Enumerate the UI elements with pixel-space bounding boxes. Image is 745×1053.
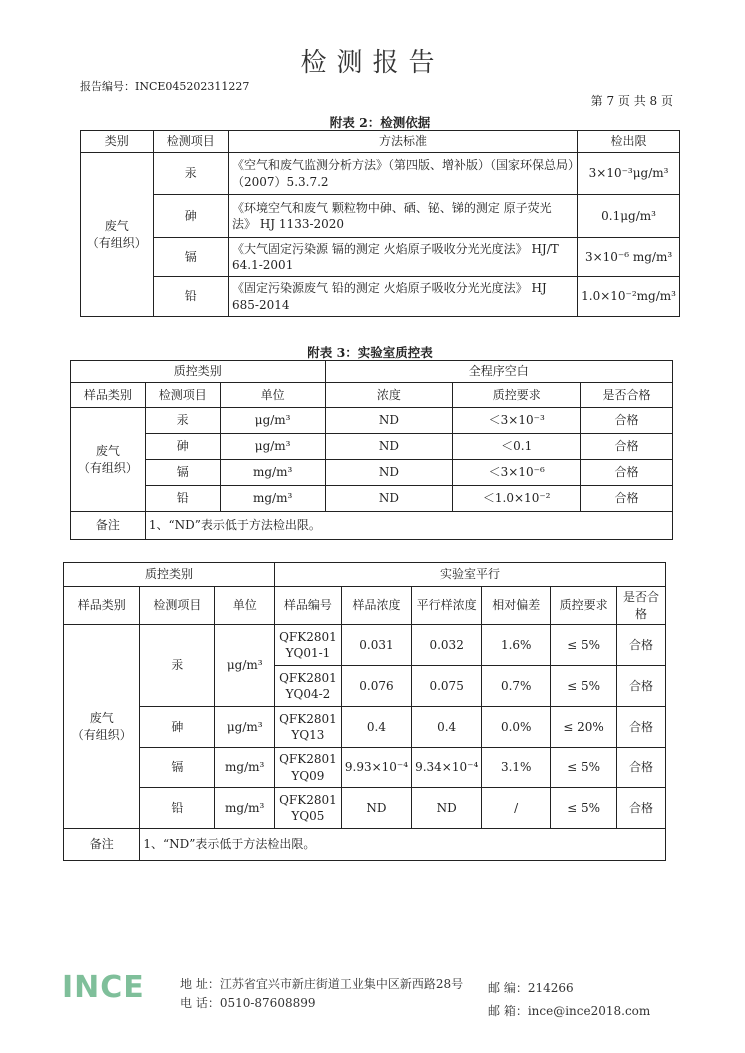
- t4-conc: 0.031: [341, 625, 411, 666]
- t4-header-unit: 单位: [215, 587, 275, 625]
- t2-header-category: 类别: [81, 131, 154, 153]
- t4-item: 铅: [140, 788, 215, 829]
- t4-header-deviation: 相对偏差: [482, 587, 551, 625]
- t4-item: 汞: [140, 625, 215, 707]
- t3-ok: 合格: [581, 408, 673, 434]
- t2-header-limit: 检出限: [578, 131, 680, 153]
- t4-conc: 9.93×10⁻⁴: [341, 748, 411, 788]
- t3-item: 砷: [145, 434, 220, 460]
- table4-parallel-qc: [63, 562, 666, 861]
- t4-header-ok: 是否合格: [617, 587, 666, 625]
- t4-unit: μg/m³: [215, 625, 275, 707]
- t3-req: ＜1.0×10⁻²: [453, 486, 581, 512]
- t3-header-ok: 是否合格: [581, 383, 673, 408]
- t3-req: ＜3×10⁻⁶: [453, 460, 581, 486]
- t3-header-unit: 单位: [220, 383, 325, 408]
- t4-conc: ND: [341, 788, 411, 829]
- page-title: 检测报告: [300, 48, 445, 78]
- t4-conc: 0.076: [341, 666, 411, 707]
- t4-header-conc: 样品浓度: [341, 587, 411, 625]
- t4-sample-no: QFK2801 YQ09: [274, 748, 341, 788]
- t2-item: 砷: [153, 195, 228, 238]
- t4-parallel-conc: 0.4: [412, 707, 482, 748]
- t2-header-item: 检测项目: [153, 131, 228, 153]
- t4-req: ≤ 20%: [551, 707, 617, 748]
- t4-group-qc: 质控类别: [64, 563, 275, 587]
- t2-method: 《空气和废气监测分析方法》（第四版、增补版）（国家环保总局）（2007）5.3.7.2: [229, 153, 578, 195]
- t4-parallel-conc: 0.075: [412, 666, 482, 707]
- t3-conc: ND: [325, 486, 453, 512]
- report-number: 报告编号：INCE045202311227: [80, 80, 250, 93]
- t4-ok: 合格: [617, 625, 666, 666]
- t3-unit: μg/m³: [220, 434, 325, 460]
- t4-item: 砷: [140, 707, 215, 748]
- t4-req: ≤ 5%: [551, 788, 617, 829]
- t2-method: 《固定污染源废气 铅的测定 火焰原子吸收分光光度法》 HJ 685-2014: [229, 277, 578, 317]
- t4-header-parallel-conc: 平行样浓度: [412, 587, 482, 625]
- t4-conc: 0.4: [341, 707, 411, 748]
- t3-category: 废气 （有组织）: [71, 408, 146, 512]
- t4-deviation: 0.7%: [482, 666, 551, 707]
- t4-unit: mg/m³: [215, 748, 275, 788]
- t4-deviation: 0.0%: [482, 707, 551, 748]
- t4-req: ≤ 5%: [551, 625, 617, 666]
- t2-limit: 3×10⁻⁶ mg/m³: [578, 238, 680, 277]
- t3-unit: mg/m³: [220, 460, 325, 486]
- t4-sample-no: QFK2801 YQ01-1: [274, 625, 341, 666]
- t4-header-sample-type: 样品类别: [64, 587, 140, 625]
- t4-sample-no: QFK2801 YQ05: [274, 788, 341, 829]
- t3-header-item: 检测项目: [145, 383, 220, 408]
- t3-item: 铅: [145, 486, 220, 512]
- t4-parallel-conc: ND: [412, 788, 482, 829]
- table3-blank-qc: [70, 360, 673, 540]
- t3-ok: 合格: [581, 434, 673, 460]
- t4-req: ≤ 5%: [551, 748, 617, 788]
- t3-note-label: 备注: [71, 512, 146, 540]
- t4-note-label: 备注: [64, 829, 140, 861]
- t2-limit: 0.1μg/m³: [578, 195, 680, 238]
- t3-conc: ND: [325, 434, 453, 460]
- t3-header-sample-type: 样品类别: [71, 383, 146, 408]
- t4-ok: 合格: [617, 707, 666, 748]
- t2-limit: 3×10⁻³μg/m³: [578, 153, 680, 195]
- t3-ok: 合格: [581, 486, 673, 512]
- t2-header-method: 方法标准: [229, 131, 578, 153]
- t4-deviation: /: [482, 788, 551, 829]
- table2-detection-basis: [80, 130, 680, 317]
- t4-item: 镉: [140, 748, 215, 788]
- t3-unit: μg/m³: [220, 408, 325, 434]
- t3-header-req: 质控要求: [453, 383, 581, 408]
- t4-ok: 合格: [617, 788, 666, 829]
- t2-item: 汞: [153, 153, 228, 195]
- t3-req: ＜3×10⁻³: [453, 408, 581, 434]
- t3-group-qc: 质控类别: [71, 361, 326, 383]
- footer-phone: 电 话：0510-87608899: [180, 996, 316, 1010]
- t3-item: 汞: [145, 408, 220, 434]
- t4-parallel-conc: 0.032: [412, 625, 482, 666]
- t3-ok: 合格: [581, 460, 673, 486]
- t2-method: 《环境空气和废气 颗粒物中砷、硒、铋、锑的测定 原子荧光法》 HJ 1133-2020: [229, 195, 578, 238]
- t4-req: ≤ 5%: [551, 666, 617, 707]
- company-logo: INCE: [62, 970, 145, 1005]
- t3-conc: ND: [325, 408, 453, 434]
- t3-group-blank: 全程序空白: [325, 361, 672, 383]
- t4-category: 废气 （有组织）: [64, 625, 140, 829]
- t4-sample-no: QFK2801 YQ13: [274, 707, 341, 748]
- t2-item: 铅: [153, 277, 228, 317]
- t3-unit: mg/m³: [220, 486, 325, 512]
- t3-note: 1、“ND”表示低于方法检出限。: [145, 512, 672, 540]
- t2-method: 《大气固定污染源 镉的测定 火焰原子吸收分光光度法》 HJ/T 64.1-2001: [229, 238, 578, 277]
- t4-unit: μg/m³: [215, 707, 275, 748]
- t4-header-sample-no: 样品编号: [274, 587, 341, 625]
- t4-deviation: 3.1%: [482, 748, 551, 788]
- t4-unit: mg/m³: [215, 788, 275, 829]
- t2-category: 废气 （有组织）: [81, 153, 154, 317]
- t3-conc: ND: [325, 460, 453, 486]
- t4-ok: 合格: [617, 748, 666, 788]
- t2-limit: 1.0×10⁻²mg/m³: [578, 277, 680, 317]
- t4-sample-no: QFK2801 YQ04-2: [274, 666, 341, 707]
- table3-caption: 附表 3：实验室质控表: [307, 345, 433, 360]
- t3-req: ＜0.1: [453, 434, 581, 460]
- t3-header-conc: 浓度: [325, 383, 453, 408]
- footer-postcode: 邮 编：214266: [488, 981, 574, 995]
- t3-item: 镉: [145, 460, 220, 486]
- page-number: 第 7 页 共 8 页: [590, 94, 673, 108]
- t4-deviation: 1.6%: [482, 625, 551, 666]
- t4-parallel-conc: 9.34×10⁻⁴: [412, 748, 482, 788]
- footer-address: 地 址：江苏省宜兴市新庄街道工业集中区新西路28号: [180, 977, 464, 991]
- t2-item: 镉: [153, 238, 228, 277]
- t4-note: 1、“ND”表示低于方法检出限。: [140, 829, 666, 861]
- table2-caption: 附表 2：检测依据: [329, 115, 431, 130]
- t4-group-parallel: 实验室平行: [274, 563, 665, 587]
- t4-ok: 合格: [617, 666, 666, 707]
- footer-email: 邮 箱：ince@ince2018.com: [488, 1004, 651, 1018]
- t4-header-req: 质控要求: [551, 587, 617, 625]
- t4-header-item: 检测项目: [140, 587, 215, 625]
